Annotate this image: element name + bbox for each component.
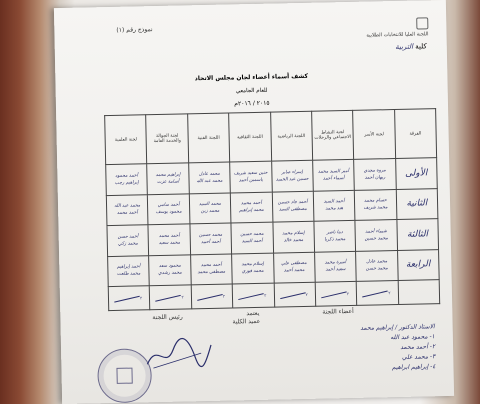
table-cell: أحمد سامي محمود يوسف [148, 193, 190, 224]
approved-label: يعتمد [246, 309, 260, 318]
column-header: لجنة النشاط الاجتماعي والرحلات [311, 110, 353, 160]
year-label: للعام الجامعي [235, 87, 268, 95]
chair-label: رئيس اللجنة [152, 313, 183, 322]
members-list [245, 322, 436, 376]
column-header: اللجنة الفنية [187, 113, 229, 163]
member-line: ٤- إبراهيم ابراهيم [391, 363, 436, 372]
column-header: لجنة العلمية [105, 115, 147, 165]
marks-cell: ٢ [315, 281, 357, 306]
marks-cell [398, 280, 440, 305]
table-cell: أحمد محمد مصطفى محمد [190, 253, 232, 284]
member-line: ٢- أحمد محمد [400, 343, 436, 351]
table-cell: أحمد جاد حسين مصطفى السيد [272, 191, 314, 222]
table-cell: مروة مجدي ريهان أحمد [354, 159, 396, 190]
table-cell: أحمد حسن محمد زكي [107, 225, 149, 256]
column-header: الفرقة [394, 109, 436, 159]
table-cell: أحمد محمود إبراهيم رجب [106, 164, 148, 195]
table-cell: مصطفى علي محمد أحمد [273, 252, 315, 283]
marks-cell: ٢ [274, 282, 316, 307]
table-cell: محمد حسين أحمد السيد [231, 222, 273, 253]
column-header: لجنة الأسر [353, 110, 395, 160]
table-cell: محمد عبد الله أحمد محمد [106, 194, 148, 225]
table-cell: دينا ناصر محمد ذكريا [314, 220, 356, 251]
table-cell: أحمد محمد محمد إبراهيم [230, 192, 272, 223]
signature-icon [143, 335, 214, 372]
marks-cell: ٢ [191, 284, 233, 309]
table-cell: أميرة محمد سعيد أحمد [314, 251, 356, 282]
table-cell: أمير السيد محمد أسماء أحمد [313, 159, 355, 190]
column-header: اللجنة الثقافية [229, 112, 271, 162]
marks-cell: ٢ [108, 286, 150, 311]
table-cell: إسلام محمد محمد فوزي [232, 253, 274, 284]
table-cell: إبراهيم محمد أسامة عزت [147, 163, 189, 194]
table-cell: محمود سعد محمد رشدي [149, 254, 191, 285]
table-cell: حسام محمد محمد شريف [355, 189, 397, 220]
table-cell: إسراء صابر حسين عبد الحميد [271, 160, 313, 191]
committee-name: اللجنة العليا للانتخابات الطلابية [366, 31, 429, 39]
table-cell: محمد حسين أحمد أحمد [190, 223, 232, 254]
member-line: ١- محمود عبد الله [390, 333, 435, 342]
document-page [54, 0, 454, 404]
college-label: كلية [415, 42, 427, 51]
member-line: ٣- محمد علي [401, 353, 436, 361]
university-logo-icon [416, 17, 428, 29]
table-cell: محمد عادل محمد حسن [356, 250, 398, 281]
column-header: لجنة الجوالة والخدمة العامة [146, 114, 188, 164]
college-value: التربية [395, 42, 414, 52]
table-cell: شيماء أحمد محمد حسين [355, 220, 397, 251]
form-number: نموذج رقم (١) [116, 26, 153, 34]
marks-cell: ٢ [356, 281, 398, 306]
table-cell: محمد عادل محمد عبد الله [188, 162, 230, 193]
committee-header [366, 12, 429, 38]
column-header: اللجنة الرياضية [270, 111, 312, 161]
table-header-row [105, 109, 437, 165]
dean-label: عميد الكلية [232, 317, 261, 326]
table-cell: محمد السيد محمد زين [189, 192, 231, 223]
members-label: أعضاء اللجنة [322, 307, 354, 316]
member-line: الاستاذ الدكتور / إبراهيم محمد [360, 323, 435, 332]
level-cell: الرابعة [397, 249, 439, 280]
marks-cell: ٢ [150, 285, 192, 310]
marks-cell: ٢ [232, 283, 274, 308]
level-cell: الثانية [396, 188, 438, 219]
year-value: ٢٠١٥ / ٢٠١٦م [234, 99, 270, 108]
committees-table [104, 108, 440, 311]
level-cell: الثالثة [397, 219, 439, 250]
table-cell: حنين سعيد شريف ياسمين أحمد [230, 161, 272, 192]
level-cell: الأولى [395, 158, 437, 189]
table-cell: أحمد إبراهيم محمد طلعت [108, 255, 150, 286]
table-cell: أحمد السيد هند محمد [313, 190, 355, 221]
table-cell: أحمد محمد محمد سعيد [148, 224, 190, 255]
college-line [395, 42, 427, 51]
table-cell: إسلام محمد محمد خالد [272, 221, 314, 252]
document-title: كشف أسماء أعضاء لجان مجلس الاتحاد [194, 72, 309, 83]
